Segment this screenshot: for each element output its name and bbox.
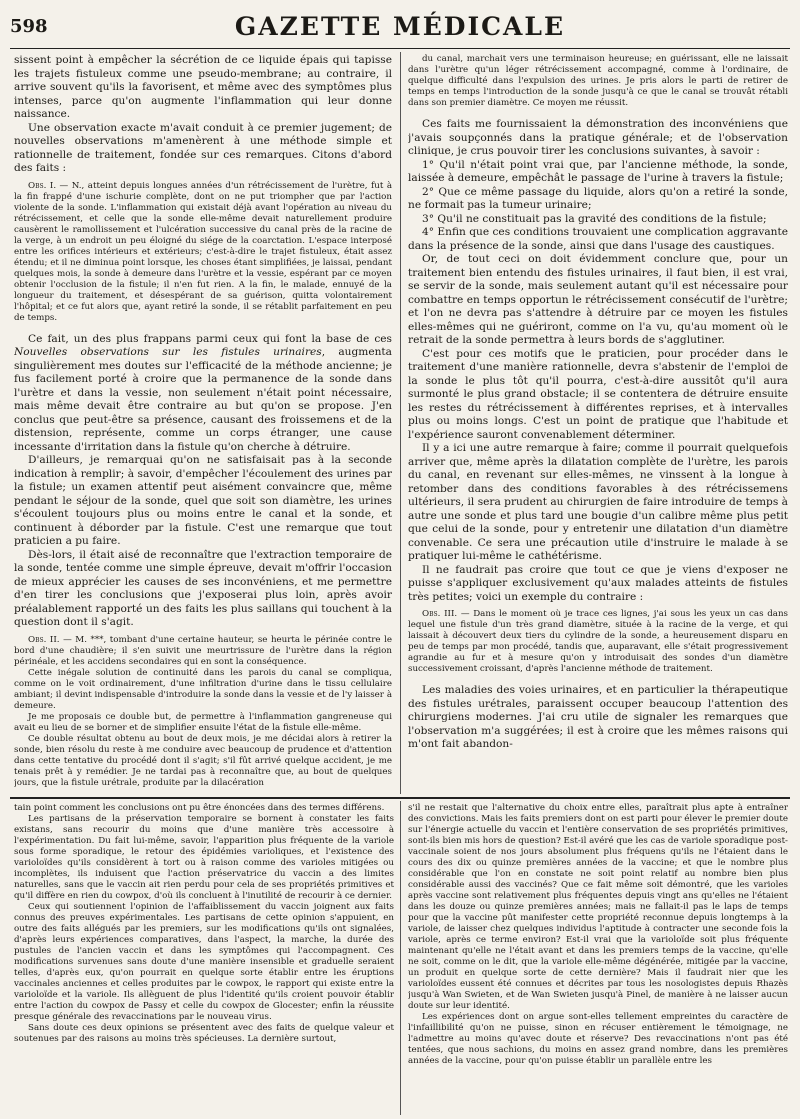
bottom-left-paragraph-2: Les partisans de la préservation temporaire se bornent à constater les faits existans, sans recourir du moins que d'une manière très accessoire à l'expérimentation. Du fait lui-même, savoir, l'apparition plus fréquente de la variole sous forme sporadique, le retour des épidémies varioliques, et l'existence des varioloïdes qu'ils considèrent à tort ou à raison comme des varioles mitigées ou incomplètes, ils induisent que l'action préservatrice du vaccin a des limites naturelles, sans que le vaccin ait rien perdu pour cela de ses propriétés primitives et qu'il diffère en rien du cowpox, d'où ils concluent à l'inutilité de recourir à ce dernier.: [14, 814, 394, 901]
conclusion-3: 3° Qu'il ne constituait pas la gravité des conditions de la fistule;: [422, 212, 767, 225]
paragraph-or-de-tout: Or, de tout ceci on doit évidemment conclure que, pour un traitement bien entendu des fistules urinaires, il faut bien, il est vrai, se servir de la sonde, mais seulement autant qu'il est nécessaire pour combattre en temps opportun le rétrécissement consécutif de l'urètre; et l'on ne devra pas s'attendre à détruire par ce moyen les fistules elles-mêmes qui ne guériront, comme on l'a vu, qu'au moment où le retrait de la sonde permettra à leurs bords de s'agglutiner.: [408, 253, 788, 346]
observation-2-continuation: [408, 54, 788, 109]
left-column: [14, 54, 392, 794]
bottom-left-column: [14, 803, 394, 1117]
paragraph-il-ne-faudrait: Il ne faudrait pas croire que tout ce que je viens d'exposer ne puisse s'appliquer exclusivement qu'aux malades atteints de fistules très petites; voici un exemple du contraire :: [408, 563, 788, 603]
paragraph-des-lors: Dès-lors, il était aisé de reconnaître que l'extraction temporaire de la sonde, tentée comme une simple épreuve, devait m'offrir l'occasion de mieux apprécier les causes de ses inconvéniens, et me permettre d'en tirer les conclusions que j'exposerai plus loin, après avoir préalablement rapporté un des faits les plus saillans qui touchent à la question dont il s'agit.: [14, 548, 392, 628]
paragraph-ce-fait-end: , augmenta singulièrement mes doutes sur l'efficacité de la méthode ancienne; je fus facilement porté à croire que la permanence de la sonde dans l'urètre et dans la vessie, non seulement n'était point nécessaire, mais même devait être contraire au but qu'on se propose. J'en conclus que peut-être sa présence, causant des froissemens et de la distension, représente, comme un corps étranger, une cause incessante d'irritation dans la fistule qu'on cherche à détruire.: [14, 346, 392, 453]
right-column: [408, 54, 788, 794]
bottom-left-paragraph-4: Sans doute ces deux opinions se présentent avec des faits de quelque valeur et soutenues par des raisons au moins très spécieuses. La dernière surtout,: [14, 1023, 394, 1044]
observation-3: [408, 609, 788, 675]
paragraph-intro-continuation: sissent point à empêcher la sécrétion de ce liquide épais qui tapisse les trajets fistuleux comme une pseudo-membrane; au contraire, il arrive souvent qu'ils la favorisent, et même avec des symptômes plus intenses, parce qu'on augmente l'inflammation qui leur donne naissance.: [14, 54, 392, 120]
observation-2-paragraph-2: Cette inégale solution de continuité dans les parois du canal se compliqua, comme on le voit ordinairement, d'une infiltration d'urine dans le tissu cellulaire ambiant; il devint indispensable d'introduire la sonde dans la vessie et de l'y laisser à demeure.: [14, 667, 392, 711]
column-divider-top: [400, 52, 401, 794]
paragraph-dailleurs: D'ailleurs, je remarquai qu'on ne satisfaisait pas à la seconde indication à remplir; à savoir, d'empêcher l'écoulement des urines par la fistule; un examen attentif peut aisément convaincre que, même pendant le séjour de la sonde, quel que soit son diamètre, les urines s'écoulent toujours plus ou moins entre le canal et la sonde, et continuent à déborder par la fistule. C'est une remarque que tout praticien a pu faire.: [14, 454, 392, 547]
observation-1-label: Obs. I. —: [28, 180, 69, 191]
conclusion-1: 1° Qu'il n'était point vrai que, par l'ancienne méthode, la sonde, laissée à demeure, empêchât le passage de l'urine à travers la fistule;: [408, 158, 788, 184]
observation-2: [14, 635, 392, 789]
observation-2-paragraph-3: Je me proposais ce double but, de permettre à l'inflammation gangreneuse qui avait eu lieu de se borner et de simplifier ensuite l'état de la fistule elle-même.: [14, 711, 392, 733]
paragraph-il-y-a: Il y a ici une autre remarque à faire; comme il pourrait quelquefois arriver que, même après la dilatation complète de l'urètre, les parois du canal, en revenant sur elles-mêmes, ne vinssent à la longue à retomber dans des conditions favorables à des rétrécissemens ultérieurs, il sera prudent au chirurgien de faire introduire de temps à autre une sonde et plus tard une bougie d'un calibre même plus petit que celui de la sonde, pour y entretenir une dilatation d'un diamètre convenable. Ce sera une précaution utile d'instruire le malade à se pratiquer lui-même le cathétérisme.: [408, 442, 788, 562]
bottom-right-column: [408, 803, 788, 1117]
section-divider: [10, 797, 790, 799]
paragraph-ce-fait-start: Ce fait, un des plus frappans parmi ceux qui font la base de ces: [28, 332, 392, 345]
conclusion-4: 4° Enfin que ces conditions trouvaient une complication aggravante dans la présence de la sonde, ainsi que dans l'usage des caustiques.: [408, 226, 788, 252]
bottom-right-text: [408, 803, 788, 1067]
observation-3-label: Obs. III. —: [422, 609, 470, 619]
observation-2-paragraph-4: Ce double résultat obtenu au bout de deux mois, je me décidai alors à retirer la sonde, bien résolu du reste à me conduire avec beaucoup de prudence et d'attention dans cette tentative du procédé dont il s'agit; s'il fût arrivé quelque accident, je me tenais prêt à y remédier. Je ne tardai pas à reconnaître que, au bout de quelques jours, que la fistule urétrale, produite par la dilacération: [14, 733, 392, 788]
column-divider-bottom: [400, 801, 401, 1115]
paragraph-cest-pour: C'est pour ces motifs que le praticien, pour procéder dans le traitement d'une manière rationnelle, devra s'abstenir de l'emploi de la sonde le plus tôt qu'il pourra, c'est-à-dire aussitôt qu'il aura surmonté le plus grand obstacle; il se contentera de détruire ensuite les restes du rétrécissement à différentes reprises, et à intervalles plus ou moins longs. C'est un point de pratique que l'habitude et l'expérience sauront convenablement déterminer.: [408, 347, 788, 441]
page-number: 598: [10, 16, 48, 37]
bottom-left-text: [14, 803, 394, 1045]
bottom-left-paragraph-3: Ceux qui soutiennent l'opinion de l'affaiblissement du vaccin joignent aux faits connus des preuves expérimentales. Les partisans de cette opinion s'appuient, en outre des faits allégués par les premiers, sur les modifications qu'ils ont signalées, d'après leurs expériences comparatives, dans l'aspect, la marche, la durée des pustules de l'ancien vaccin et dans les symptômes qui l'accompagnent. Ces modifications survenues sans doute d'une manière insensible et graduelle seraient telles, d'après eux, qu'on pourrait en quelque sorte établir entre les éruptions vaccinales anciennes et celles produites par le cowpox, le rapport qui existe entre la varioloïde et la variole. Ils allèguent de plus l'identité qu'ils croient pouvoir établir entre l'action du cowpox de Passy et celle du cowpox de Glocester; enfin la réussite presque générale des revaccinations par le nouveau virus.: [14, 902, 394, 1022]
observation-3-text: Dans le moment où je trace ces lignes, j'ai sous les yeux un cas dans lequel une fistule d'un très grand diamètre, située à la racine de la verge, et qui laissait à découvert deux tiers du cylindre de la sonde, a heureusement disparu en peu de temps par mon procédé, tandis que, auparavant, elle s'était progressivement agrandie au fur et à mesure qu'on y introduisait des sondes d'un diamètre successivement croissant, d'après l'ancienne méthode de traitement.: [408, 609, 788, 674]
observation-2-text: M. ***, tombant d'une certaine hauteur, se heurta le périnée contre le bord d'une chaudière; il s'en suivit une meurtrissure de l'urètre dans la région périnéale, et les accidens secondaires qui en sont la conséquence.: [14, 634, 392, 667]
journal-title: GAZETTE MÉDICALE: [234, 12, 566, 41]
page-header: [10, 4, 790, 49]
observation-2-label: Obs. II. —: [28, 634, 72, 645]
observation-1: [14, 181, 392, 324]
observation-2-continued-text: du canal, marchait vers une terminaison heureuse; en guérissant, elle ne laissait dans l'urètre qu'un léger rétrécissement accompagné, comme à l'ordinaire, de quelque difficulté dans l'expulsion des urines. Je pris alors le parti de retirer de temps en temps l'introduction de la sonde jusqu'à ce que le canal se trouvât rétabli dans son premier diamètre. Ce moyen me réussit.: [408, 54, 788, 108]
bottom-right-paragraph-1: s'il ne restait que l'alternative du choix entre elles, paraîtrait plus apte à entraîner des convictions. Mais les faits premiers dont on est parti pour élever le premier doute sur l'énergie actuelle du vaccin et l'entière conservation de ses propriétés primitives, sont-ils bien mis hors de question? Est-il avéré que les cas de variole sporadique post-vaccinale soient de nos jours absolument plus fréquens qu'ils ne l'étaient dans le cours des dix ou quinze premières années de la vaccine; et que le nombre plus considérable que l'on en constate ne soit point relatif au nombre bien plus considérable aussi des vaccinés? Que ce fait même soit démontré, que les varioles après vaccine sont relativement plus fréquentes depuis vingt ans qu'elles ne l'étaient dans les douze ou quinze premières années; mais ne fallait-il pas le laps de temps pour que la vaccine pût manifester cette propriété reconnue depuis longtemps à la variole, de laisser chez quelques individus l'aptitude à contracter une seconde fois la variole, après ce terme environ? Est-il vrai que la varioloïde soit plus fréquente maintenant qu'elle ne l'était avant et dans les premiers temps de la vaccine, qu'elle ne soit, comme on le dit, que la variole elle-même dégénérée, mitigée par la vaccine, un produit en quelque sorte de cette dernière? Mais il faudrait nier que les varioloïdes eussent été connues et décrites par tous les nosologistes depuis Rhazès jusqu'à Wan Swieten, et de Wan Swieten jusqu'à Pinel, de manière à ne laisser aucun doute sur leur identité.: [408, 803, 788, 1011]
paragraph-les-maladies: Les maladies des voies urinaires, et en particulier la thérapeutique des fistules urétrales, paraissent occuper beaucoup l'attention des chirurgiens modernes. J'ai cru utile de signaler les remarques que l'observation m'a suggérées; il est à croire que les mêmes raisons qui m'ont fait abandon-: [408, 684, 788, 750]
paragraph-observation: Une observation exacte m'avait conduit à ce premier jugement; de nouvelles observations m'amenèrent à une méthode simple et rationnelle de traitement, fondée sur ces remarques. Citons d'abord des faits :: [14, 121, 392, 174]
book-title-italic: Nouvelles observations sur les fistules urinaires: [14, 346, 322, 358]
paragraph-ce-fait: [14, 333, 392, 455]
observation-1-text: N., atteint depuis longues années d'un rétrécissement de l'urètre, fut à la fin frappé d'une ischurie complète, dont on ne put triompher que par l'action violente de la sonde. L'inflammation qui existait déjà avant l'opération au niveau du rétrécissement, et celle que la sonde elle-même devait naturellement produire causèrent le ramollissement et l'ulcération successive du canal près de la racine de la verge, à un endroit un peu éloigné du siége de la coarctation. L'espace interposé entre les orifices intérieurs et extérieurs; c'est-à-dire le trajet fistuleux, était assez étendu; et il ne diminua point lorsque, les choses étant simplifiées, je laissai, pendant quelques mois, la sonde à demeure dans l'urètre et la vessie, espérant par ce moyen obtenir l'occlusion de la fistule; il n'en fut rien. A la fin, le malade, ennuyé de la longueur du traitement, et désespérant de sa guérison, quitta volontairement l'hôpital; et ce fut alors que, ayant retiré la sonde, il se rétablit parfaitement en peu de temps.: [14, 180, 392, 323]
conclusion-2: 2° Que ce même passage du liquide, alors qu'on a retiré la sonde, ne formait pas la tumeur urinaire;: [408, 185, 788, 211]
paragraph-ces-faits: Ces faits me fournissaient la démonstration des inconvéniens que j'avais soupçonnés dans la pratique générale; et de l'observation clinique, je crus pouvoir tirer les conclusions suivantes, à savoir :: [408, 118, 788, 157]
bottom-right-paragraph-2: Les expériences dont on argue sont-elles tellement empreintes du caractère de l'infaillibilité qu'on ne puisse, sinon en récuser entièrement le témoignage, ne l'admettre au moins qu'avec doute et réserve? Des revaccinations n'ont pas été tentées, que nous sachions, du moins en assez grand nombre, dans les premières années de la vaccine, pour qu'on puisse établir un parallèle entre les: [408, 1012, 788, 1066]
bottom-left-paragraph-1: tain point comment les conclusions ont pu être énoncées dans des termes différens.: [14, 803, 385, 813]
